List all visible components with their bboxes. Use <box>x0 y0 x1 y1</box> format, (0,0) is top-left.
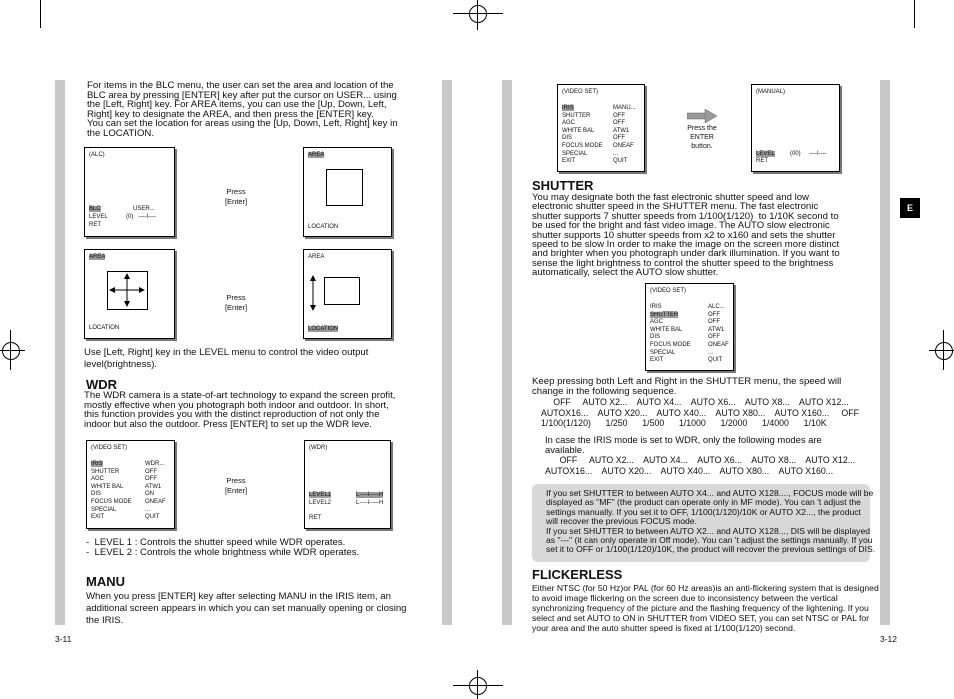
text-line: You can set the location for areas using the [Up, Down, Left, Right] key in <box>87 118 398 130</box>
osd-item <box>650 319 663 327</box>
text-line: this function provides you with the distinct reproduction of not only the <box>84 409 380 421</box>
osd-item-ret: RET <box>89 222 101 228</box>
osd-item-level1: LEVEL1 <box>309 492 332 498</box>
osd-area-menu-2 <box>84 249 175 339</box>
osd-area-label: AREA <box>308 254 325 260</box>
vertical-arrow-icon <box>308 274 318 312</box>
language-tab: E <box>900 198 920 218</box>
osd-item <box>91 476 104 484</box>
osd-item-ret: RET <box>309 515 321 521</box>
center-right-bar <box>502 80 512 625</box>
text-line: shutter supports 10 shutter speeds from x2 to x160 and sets the shutter <box>532 229 836 241</box>
osd-item-label: AGC <box>650 319 664 326</box>
center-left-bar <box>442 80 452 625</box>
osd-item-label: IRIS <box>91 461 103 467</box>
osd-item-label: AGC <box>91 476 105 483</box>
osd-item-value: ATW1 <box>145 483 162 490</box>
registration-mark-left <box>0 330 25 370</box>
osd-item <box>650 357 663 365</box>
osd-title: (VIDEO SET) <box>91 445 128 451</box>
location-box <box>324 277 360 305</box>
osd-video-set-wdr <box>86 440 175 529</box>
osd-item-label: SPECIAL <box>91 506 117 513</box>
text-line: When you press [ENTER] key after selecting MANU in the IRIS item, an <box>86 591 391 602</box>
text-line: indoor but also the outdoor. Press [ENTER] to set up the WDR leve. <box>84 418 372 430</box>
registration-mark-top <box>453 0 503 30</box>
osd-item-label: IRIS <box>650 304 662 310</box>
text-line: - LEVEL 1 : Controls the shutter speed while WDR operates. <box>86 537 346 548</box>
osd-value-level: (0) ----I---- <box>126 214 156 220</box>
press-enter-button-label: Press the ENTER button. <box>687 125 717 150</box>
text-line: Right] key to designate the AREA, and then press the [ENTER] key. <box>87 108 374 120</box>
text-line: AUTOX16... AUTO X20... AUTO X40... AUTO X80... AUTO X160... OFF <box>541 407 859 418</box>
osd-area-label: AREA <box>308 152 325 158</box>
crop-line-top-left <box>40 0 41 28</box>
osd-item-label: EXIT <box>91 514 105 521</box>
registration-mark-bottom <box>453 670 503 699</box>
osd-item <box>91 499 132 507</box>
right-gutter-bar <box>880 80 890 625</box>
osd-manual-menu <box>751 84 840 172</box>
text-line: additional screen appears in which you can set manually opening or closing <box>86 602 407 614</box>
text-line: electronic shutter speed in the SHUTTER menu. The fast electronic <box>532 201 819 213</box>
text-line: the LOCATION. <box>87 128 154 139</box>
area-box <box>326 169 363 206</box>
osd-item-level: LEVEL <box>756 151 775 157</box>
osd-item-value: OFF <box>708 334 720 341</box>
crop-line-top-right <box>914 0 915 28</box>
right-arrow-icon <box>687 109 717 123</box>
text-line: If you set SHUTTER to between AUTO X4... and AUTO X128...., FOCUS mode will be <box>546 488 874 498</box>
text-line: Either NTSC (for 50 Hz)or PAL (for 60 Hz areas)is an anti-flickering system that is designed <box>532 583 879 593</box>
osd-item-value: MANU... <box>613 105 636 111</box>
osd-item-label: WHITE BAL <box>91 483 124 490</box>
text-line: Use [Left, Right] key in the LEVEL menu to control the video output <box>84 347 369 358</box>
osd-item <box>562 158 575 166</box>
osd-item-label: SHUTTER <box>91 468 120 475</box>
osd-item-label: AGC <box>562 120 576 127</box>
osd-value-blc: USER... <box>133 206 155 212</box>
osd-item-label: IRIS <box>562 105 574 111</box>
text-line: the IRIS. <box>86 614 124 626</box>
page-number-right: 3-12 <box>880 634 898 644</box>
osd-title: (WDR) <box>309 445 328 451</box>
text-line: level(brightness). <box>84 358 158 370</box>
text-line: - LEVEL 2 : Controls the whole brightness while WDR operates. <box>86 546 360 558</box>
osd-item-value: QUIT <box>145 514 160 521</box>
text-line: OFF AUTO X2... AUTO X4... AUTO X6... AUTO X8... AUTO X12... <box>541 397 849 407</box>
osd-item-label: WHITE BAL <box>562 127 595 134</box>
text-line: will recover the previous FOCUS mode. <box>546 516 697 527</box>
shutter-heading: SHUTTER <box>532 178 594 193</box>
osd-item-label: FOCUS MODE <box>91 499 132 505</box>
osd-location-label: LOCATION <box>89 325 120 331</box>
osd-value-level: (00) ----I---- <box>790 151 827 157</box>
osd-item <box>562 151 587 159</box>
text-line: synchronizing frequency of the picture and the flashing frequency of the lightening. If you <box>532 603 869 613</box>
text-line: You may designate both the fast electronic shutter speed and low <box>532 192 809 203</box>
text-line: and brighter when you photograph under dark illumination. If you want to <box>532 248 840 260</box>
osd-item-label: SHUTTER <box>562 112 591 119</box>
osd-item <box>650 350 675 358</box>
osd-item-ret: RET <box>756 158 768 164</box>
osd-item-value: QUIT <box>708 357 723 364</box>
osd-item <box>562 120 575 128</box>
press-enter-label-2: Press [Enter] <box>224 293 248 312</box>
text-line: as "---" (it can only operate in Off mode). You can 't adjust the settings manually. If you <box>546 535 873 545</box>
four-way-arrow-icon <box>107 271 148 310</box>
osd-item-value: ... <box>708 349 714 356</box>
osd-item-value: ALC... <box>708 304 725 310</box>
text-line: In case the IRIS mode is set to WDR, only the following modes are <box>545 434 822 445</box>
text-line: AUTOX16... AUTO X20... AUTO X40... AUTO X80... AUTO X160... <box>545 465 834 476</box>
text-line: If you set SHUTTER to between AUTO X2... and AUTO X128..., DIS will be displayed <box>546 525 871 536</box>
osd-item-value: ONEAF <box>613 143 634 149</box>
osd-item-label: DIS <box>91 491 102 498</box>
text-line: settings manually. If you set it to OFF, 1/100(1/120)/10K or AUTO X2..., the product <box>546 506 861 517</box>
text-line: available. <box>545 443 585 455</box>
osd-item <box>91 491 101 499</box>
text-line: mostly effective when you photograph both indoor and outdoor. In short, <box>84 399 389 411</box>
osd-video-set-shutter <box>645 283 734 371</box>
text-line: set it to OFF or 1/100(1/120)/10K, the product will recover the previous settings of DIS. <box>546 544 876 555</box>
osd-item-value: ... <box>613 150 619 157</box>
osd-item-label: EXIT <box>562 158 576 165</box>
wdr-heading: WDR <box>86 377 118 392</box>
osd-area-menu-1 <box>303 147 392 237</box>
press-enter-label-1: Press [Enter] <box>224 187 248 206</box>
text-line: BLC area by pressing [ENTER] key after put the cursor on USER... using <box>87 89 397 101</box>
osd-location-label: LOCATION <box>308 224 339 230</box>
osd-title: (VIDEO SET) <box>650 288 687 294</box>
osd-alc-menu <box>84 147 175 237</box>
osd-item-value: QUIT <box>613 158 628 165</box>
osd-item-value: ONEAF <box>145 499 166 505</box>
osd-item <box>562 105 574 113</box>
osd-item <box>562 143 603 151</box>
manu-heading: MANU <box>86 574 125 589</box>
osd-item <box>91 484 123 492</box>
osd-item-label: WHITE BAL <box>650 326 683 333</box>
text-line: to avoid image flickering on the screen due to inconsistency between the vertical <box>532 593 838 603</box>
text-line: automatically, select the AUTO slow shutter. <box>532 267 719 279</box>
osd-item <box>650 327 682 335</box>
text-line: be used for the bright and fast video image. The AUTO slow electronic <box>532 220 830 232</box>
osd-item-value: OFF <box>708 311 720 318</box>
text-line: speed to be slow In order to make the image on the screen more distinct <box>532 239 840 250</box>
osd-item-label: SPECIAL <box>650 349 676 356</box>
osd-item-label: EXIT <box>650 357 664 364</box>
osd-item-value: OFF <box>708 319 720 326</box>
osd-item-label: DIS <box>562 135 573 142</box>
osd-wdr-menu <box>304 440 391 529</box>
osd-item-value: OFF <box>613 112 625 119</box>
osd-item-value: ... <box>145 506 151 513</box>
osd-area-menu-3 <box>303 249 392 339</box>
osd-level1-bar: L----I-----H <box>356 492 384 498</box>
osd-item-label: FOCUS MODE <box>562 143 603 149</box>
osd-item <box>562 135 572 143</box>
text-line: shutter supports 7 shutter speeds from 1/100(1/120) to 1/10K second to <box>532 210 839 222</box>
osd-item <box>650 304 662 312</box>
text-line: select and set AUTO to ON in SHUTTER from VIDEO SET, you can set NTSC or PAL for <box>532 613 870 623</box>
osd-item <box>562 113 590 121</box>
osd-item <box>91 514 104 522</box>
osd-level2-bar: L----I-----H <box>356 500 384 506</box>
osd-item-label: SHUTTER <box>650 311 679 318</box>
left-gutter-bar <box>55 80 65 625</box>
osd-item-value: ATW1 <box>708 326 725 333</box>
osd-item-value: OFF <box>613 120 625 127</box>
osd-item-value: ON <box>145 491 154 498</box>
text-line: OFF AUTO X2... AUTO X4... AUTO X6... AUTO X8... AUTO X12... <box>545 455 856 465</box>
text-line: the [Left, Right] key. For AREA items, you can use the [Up, Down, Left, <box>87 99 387 111</box>
osd-item <box>91 461 103 469</box>
page-number-left: 3-11 <box>55 634 72 644</box>
text-line: 1/100(1/120) 1/250 1/500 1/1000 1/2000 1/4000 1/10K <box>541 418 827 429</box>
text-line: Keep pressing both Left and Right in the SHUTTER menu, the speed will <box>532 376 842 387</box>
text-line: change in the following sequence. <box>532 385 677 397</box>
text-line: The WDR camera is a state-of-art technology to expand the screen profit, <box>84 390 396 401</box>
osd-title: (ALC) <box>89 152 105 158</box>
osd-item <box>650 312 678 320</box>
osd-item <box>91 469 119 477</box>
osd-title: (VIDEO SET) <box>562 89 599 95</box>
registration-mark-right <box>929 330 954 370</box>
osd-item-label: DIS <box>650 334 661 341</box>
text-line: For items in the BLC menu, the user can set the area and location of the <box>87 80 394 91</box>
osd-item-value: WDR... <box>145 461 165 467</box>
osd-item-level: LEVEL <box>89 214 108 220</box>
osd-item-value: ATW1 <box>613 127 630 134</box>
text-line: displayed as "MF" (the product can operate only in MF mode). You can 't adjust the <box>546 497 861 508</box>
osd-item-label: FOCUS MODE <box>650 342 691 348</box>
osd-item-label: SPECIAL <box>562 150 588 157</box>
osd-item-level2: LEVEL2 <box>309 500 332 506</box>
osd-video-set-manu <box>557 84 645 172</box>
osd-location-label: LOCATION <box>308 326 339 332</box>
osd-item-value: OFF <box>613 135 625 142</box>
press-enter-label-3: Press [Enter] <box>224 476 248 495</box>
osd-item <box>650 334 660 342</box>
osd-item-value: ONEAF <box>708 342 729 348</box>
osd-title: (MANUAL) <box>756 89 786 95</box>
text-line: your area and the auto shutter speed is fixed at 1/100(1/120) second. <box>532 623 796 633</box>
osd-item-blc: BLC <box>89 206 101 212</box>
osd-item-value: OFF <box>145 468 157 475</box>
osd-item <box>91 507 116 515</box>
osd-area-label: AREA <box>89 254 106 260</box>
osd-item <box>562 128 594 136</box>
osd-item <box>650 342 691 350</box>
flickerless-heading: FLICKERLESS <box>532 567 623 582</box>
text-line: sense the light brightness to control the shutter speed to the brightness <box>532 257 834 269</box>
osd-item-value: OFF <box>145 476 157 483</box>
